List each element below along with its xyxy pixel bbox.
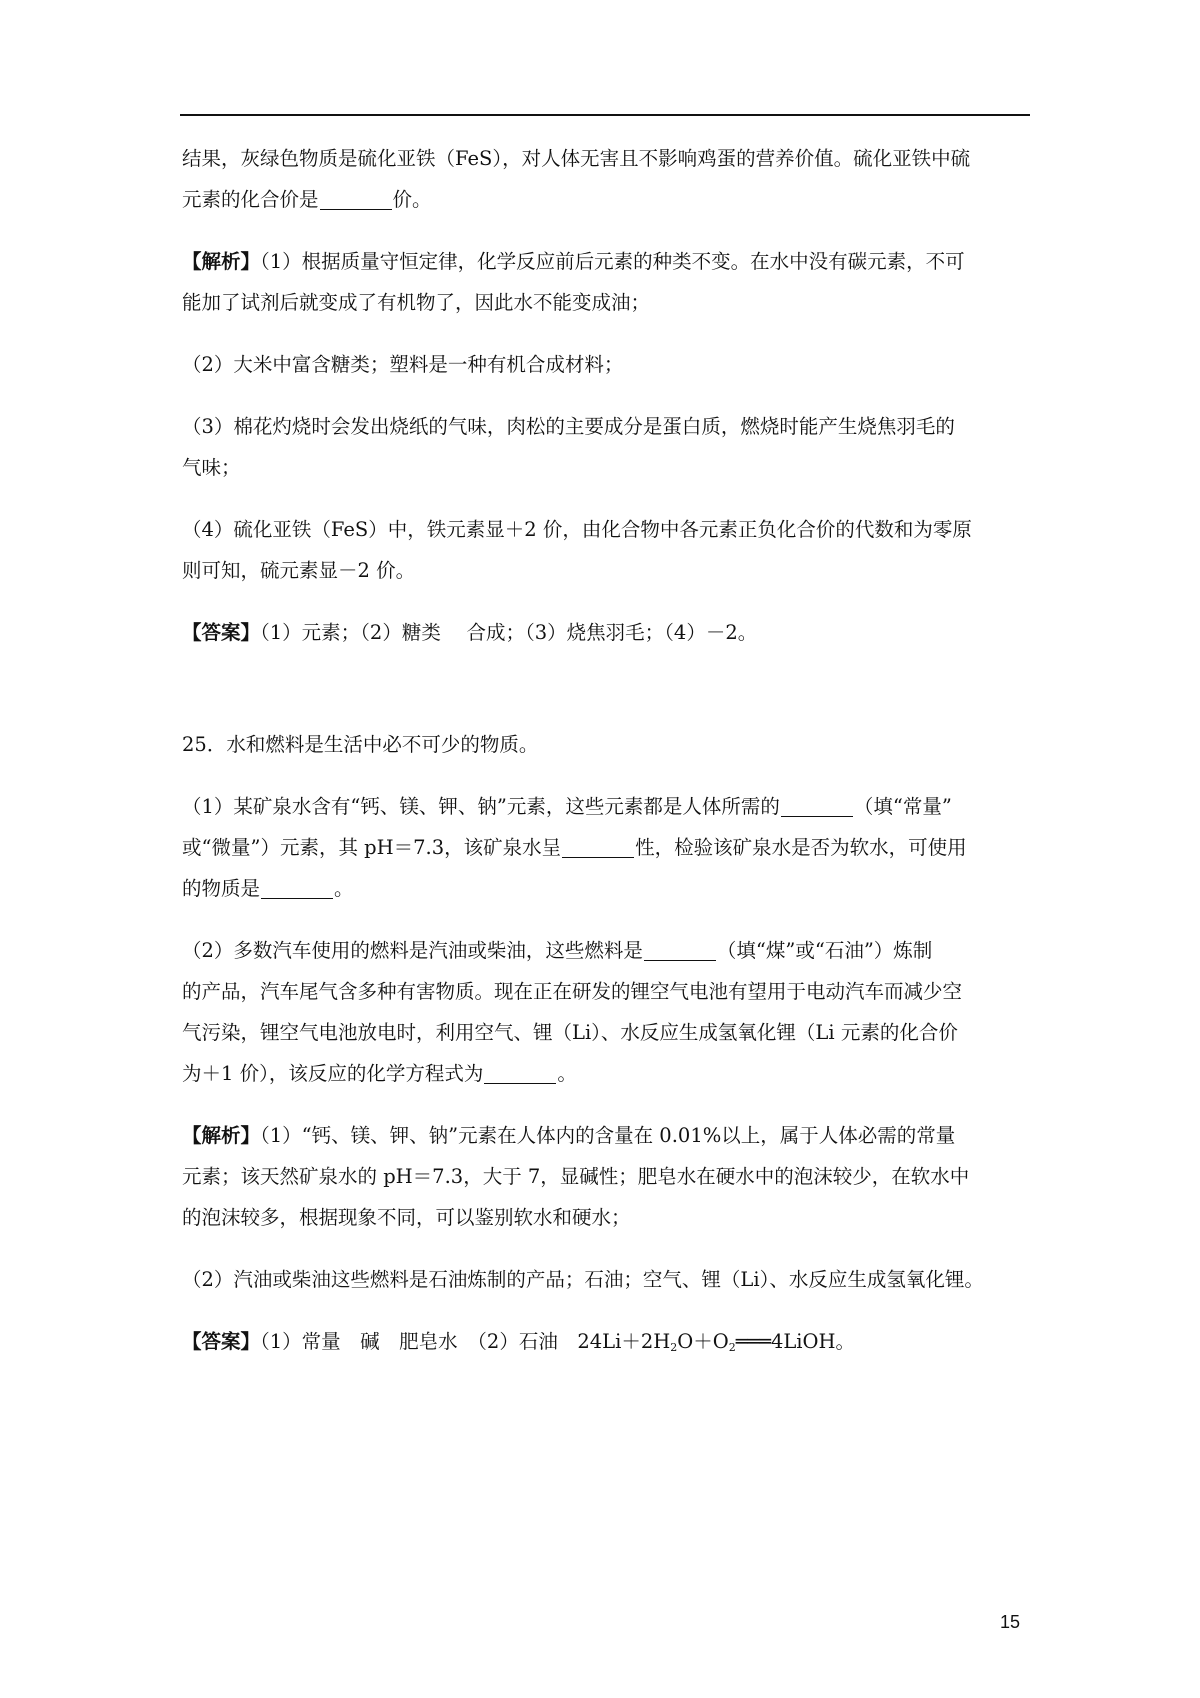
document-body (182, 138, 1028, 1389)
text-line: 元素的化合价是 价。 (182, 188, 432, 211)
analysis-paragraph-2: 【解析】（1）“钙、镁、钾、钠”元素在人体内的含量在 0.01%以上，属于人体必需的常量 元素；该天然矿泉水的 pH＝7.3，大于 7，显碱性；肥皂水在硬水中的泡沫较少，在软水中 的泡沫较多，根据现象不同，可以鉴别软水和硬水； (182, 1124, 970, 1229)
page-number: 15 (1000, 1612, 1021, 1632)
answer-tag: 【答案】 (182, 621, 261, 644)
answer-blank[interactable] (261, 878, 333, 899)
question-title: 25．水和燃料是生活中必不可少的物质。 (182, 733, 539, 756)
analysis-point-2: （2）大米中富含糖类；塑料是一种有机合成材料； (182, 353, 624, 376)
answer-paragraph-2: 【答案】（1）常量 碱 肥皂水 （2）石油 $24Li+2H_2O+O_2═══4LiOH$。 (182, 1330, 856, 1354)
analysis-point-4: （4）硫化亚铁（FeS）中，铁元素显＋2 价，由化合物中各元素正负化合价的代数和为零原 则可知，硫元素显－2 价。 (182, 518, 972, 582)
text-line: 能加了试剂后就变成了有机物了，因此水不能变成油； (182, 291, 651, 314)
answer-paragraph: 【答案】（1）元素；（2）糖类 合成；（3）烧焦羽毛；（4）－2。 (182, 621, 758, 644)
question-continuation (182, 138, 1028, 220)
answer-blank[interactable] (562, 837, 634, 858)
answer-tag: 【答案】 (182, 1330, 261, 1353)
answer-blank[interactable] (484, 1063, 556, 1084)
answer-blank[interactable] (781, 796, 853, 817)
question-part-2: （2）多数汽车使用的燃料是汽油或柴油，这些燃料是 （填“煤”或“石油”）炼制 的产品，汽车尾气含多种有害物质。现在正在研发的锂空气电池有望用于电动汽车而减少空 气污染，锂空气电池放电时，利用空气、锂（Li）、水反应生成氢氧化锂（Li 元素的化合价 为＋1 价），该反应的化学方程式为 。 (182, 939, 963, 1085)
answer-blank[interactable] (644, 940, 716, 961)
question-part-1: （1）某矿泉水含有“钙、镁、钾、钠”元素，这些元素都是人体所需的 （填“常量” 或“微量”）元素，其 pH＝7.3，该矿泉水呈 性，检验该矿泉水是否为软水，可使用 的物质是 。 (182, 795, 967, 900)
section-gap (182, 674, 1028, 724)
analysis-point-3: （3）棉花灼烧时会发出烧纸的气味，肉松的主要成分是蛋白质，燃烧时能产生烧焦羽毛的 气味； (182, 415, 955, 479)
text-line: 结果，灰绿色物质是硫化亚铁（FeS），对人体无害且不影响鸡蛋的营养价值。硫化亚铁中硫 (182, 147, 971, 170)
header-rule (180, 114, 1030, 116)
analysis-paragraph (182, 241, 1028, 323)
analysis-tag: 【解析】 (182, 1124, 261, 1147)
answer-blank[interactable] (320, 189, 392, 210)
analysis-point-2b: （2）汽油或柴油这些燃料是石油炼制的产品；石油；空气、锂（Li）、水反应生成氢氧化锂。 (182, 1268, 984, 1291)
analysis-tag: 【解析】 (182, 250, 261, 273)
text-line: 【解析】（1）根据质量守恒定律，化学反应前后元素的种类不变。在水中没有碳元素，不可 (182, 250, 965, 273)
